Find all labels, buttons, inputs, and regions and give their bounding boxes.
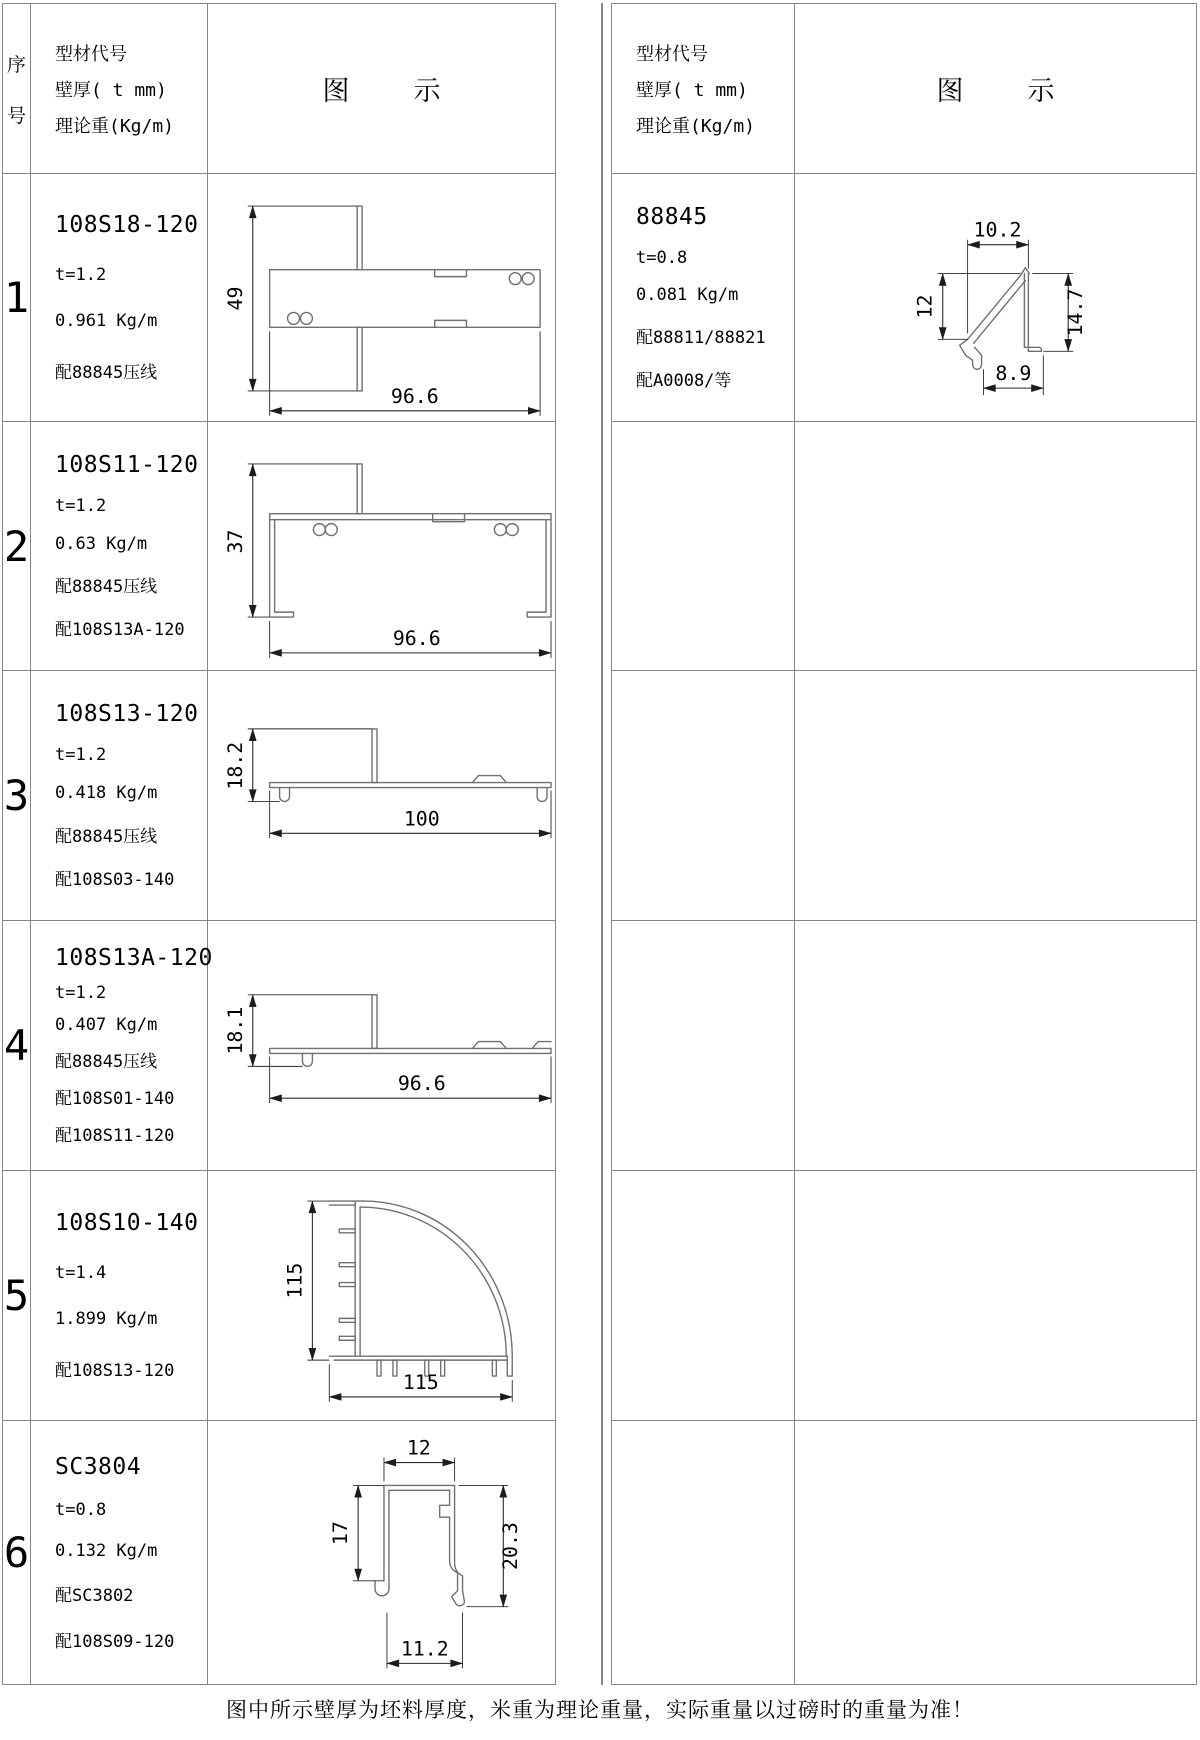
cross-section-diagram xyxy=(208,671,555,920)
profile-thickness: t=1.4 xyxy=(55,1262,107,1283)
header-index-top: 序 xyxy=(6,53,26,76)
dim-label: 96.6 xyxy=(392,626,441,650)
profile-code: 88845 xyxy=(636,203,708,230)
dimension-left xyxy=(329,1485,384,1580)
header-spec-cell xyxy=(31,4,208,173)
dim-label: 49 xyxy=(223,286,247,311)
profile-cross-section xyxy=(270,206,540,391)
header-diagram-label: 示 xyxy=(413,76,441,107)
profile-thickness: t=1.2 xyxy=(55,496,107,516)
row-diagram-empty xyxy=(795,1171,1196,1420)
profile-match: 配SC3802 xyxy=(55,1586,134,1606)
right-profile-table xyxy=(611,3,1197,1685)
header-spec-line: 型材代号 xyxy=(55,43,127,65)
dim-label: 18.1 xyxy=(223,1006,247,1055)
header-spec-line: 壁厚( t mm) xyxy=(55,79,167,101)
row-spec xyxy=(31,671,208,920)
profile-thickness: t=0.8 xyxy=(636,247,688,268)
row-diagram-empty xyxy=(795,1421,1196,1684)
header-index-bottom: 号 xyxy=(6,104,26,127)
profile-match: 配88845压线 xyxy=(55,362,158,383)
row-diagram xyxy=(208,1421,555,1684)
row-spec-empty xyxy=(612,422,795,670)
row-spec xyxy=(31,422,208,670)
dimension-horizontal xyxy=(270,331,540,416)
header-diagram-label: 图 xyxy=(322,76,350,107)
row-index: 2 xyxy=(3,422,31,670)
profile-code: 108S18-120 xyxy=(55,212,199,239)
row-spec xyxy=(31,1421,208,1684)
table-separator-line xyxy=(601,3,603,1685)
cross-section-diagram xyxy=(208,422,555,670)
profile-match: 配88845压线 xyxy=(55,577,158,597)
profile-thickness: t=0.8 xyxy=(55,1500,107,1520)
profile-weight: 0.961 Kg/m xyxy=(55,311,158,332)
dimension-vertical xyxy=(224,464,357,617)
cross-section-diagram xyxy=(208,1171,555,1420)
profile-match: 配88845压线 xyxy=(55,1052,158,1072)
profile-cross-section xyxy=(270,995,551,1067)
right-header-row xyxy=(612,4,1196,174)
dimension-horizontal xyxy=(270,791,551,839)
table-row xyxy=(3,921,555,1171)
row-diagram-empty xyxy=(795,671,1196,920)
header-spec-line: 理论重(Kg/m) xyxy=(55,115,175,137)
dim-label: 11.2 xyxy=(400,1637,449,1661)
row-spec xyxy=(31,174,208,421)
header-spec-cell xyxy=(612,4,795,173)
dim-label: 100 xyxy=(403,807,440,831)
row-diagram xyxy=(208,422,555,670)
profile-code: 108S11-120 xyxy=(55,452,199,478)
dim-label: 17 xyxy=(329,1521,353,1546)
profile-code: 108S13A-120 xyxy=(55,945,213,971)
profile-cross-section xyxy=(375,1485,464,1605)
profile-match: 配108S01-140 xyxy=(55,1089,175,1109)
table-row-empty xyxy=(612,671,1196,921)
profile-weight: 0.132 Kg/m xyxy=(55,1540,158,1561)
row-diagram-empty xyxy=(795,422,1196,670)
profile-thickness: t=1.2 xyxy=(55,983,107,1003)
profile-thickness: t=1.2 xyxy=(55,745,107,766)
profile-match: 配108S09-120 xyxy=(55,1631,175,1652)
header-diagram-cell xyxy=(795,4,1196,173)
profile-cross-section xyxy=(960,268,1042,370)
dim-label: 115 xyxy=(283,1262,307,1299)
profile-thickness: t=1.2 xyxy=(55,264,107,285)
dimension-vertical xyxy=(224,206,357,391)
table-row xyxy=(3,174,555,422)
table-row-empty xyxy=(612,921,1196,1171)
left-header-row xyxy=(3,4,555,174)
table-row xyxy=(3,422,555,671)
row-index: 1 xyxy=(3,174,31,421)
profile-weight: 0.63 Kg/m xyxy=(55,534,148,554)
dim-label: 12 xyxy=(913,294,937,319)
row-spec-empty xyxy=(612,921,795,1170)
profile-match: 配108S13A-120 xyxy=(55,620,185,640)
header-spec-line: 理论重(Kg/m) xyxy=(636,115,756,137)
dimension-horizontal xyxy=(329,1364,512,1402)
profile-match: 配88845压线 xyxy=(55,826,158,847)
profile-match: 配A0008/等 xyxy=(636,371,732,392)
row-diagram xyxy=(208,1171,555,1420)
profile-match: 配88811/88821 xyxy=(636,328,766,349)
row-spec xyxy=(31,1171,208,1420)
cross-section-diagram xyxy=(208,1421,555,1684)
row-diagram xyxy=(795,174,1196,421)
header-diagram-label: 图 xyxy=(936,76,964,107)
row-diagram xyxy=(208,921,555,1170)
dim-label: 12 xyxy=(406,1436,431,1460)
row-index: 3 xyxy=(3,671,31,920)
header-diagram-cell xyxy=(208,4,555,173)
row-spec-empty xyxy=(612,1171,795,1420)
table-row xyxy=(3,1421,555,1684)
row-index: 5 xyxy=(3,1171,31,1420)
dim-label: 96.6 xyxy=(397,1072,446,1096)
profile-code: 108S10-140 xyxy=(55,1209,199,1236)
row-index: 6 xyxy=(3,1421,31,1684)
row-spec xyxy=(612,174,795,421)
table-row-empty xyxy=(612,1171,1196,1421)
table-row-empty xyxy=(612,422,1196,671)
row-spec xyxy=(31,921,213,1170)
dim-label: 37 xyxy=(223,529,247,554)
dim-label: 96.6 xyxy=(390,384,439,408)
dimension-bottom xyxy=(387,1613,463,1669)
profile-weight: 0.418 Kg/m xyxy=(55,783,158,804)
dimension-vertical xyxy=(224,729,372,802)
header-spec-line: 壁厚( t mm) xyxy=(636,79,748,101)
profile-weight: 1.899 Kg/m xyxy=(55,1309,158,1330)
profile-code: SC3804 xyxy=(55,1453,142,1480)
dimension-bottom xyxy=(984,355,1044,395)
profile-cross-section xyxy=(270,464,551,617)
cross-section-diagram xyxy=(795,174,1196,421)
dimension-vertical xyxy=(224,995,372,1067)
dim-label: 20.3 xyxy=(499,1522,523,1570)
cross-section-diagram xyxy=(208,921,555,1170)
dimension-top xyxy=(384,1437,455,1482)
profile-cross-section xyxy=(329,1201,512,1376)
profile-match: 配108S03-140 xyxy=(55,869,175,890)
dimension-right xyxy=(1032,274,1087,352)
dim-label: 115 xyxy=(402,1370,439,1394)
dim-label: 10.2 xyxy=(973,218,1022,242)
dim-label: 18.2 xyxy=(223,741,247,790)
row-diagram xyxy=(208,174,555,421)
row-diagram xyxy=(208,671,555,920)
profile-cross-section xyxy=(270,729,551,802)
footer-note: 图中所示壁厚为坯料厚度，米重为理论重量，实际重量以过磅时的重量为准！ xyxy=(226,1698,974,1722)
header-diagram-label: 示 xyxy=(1027,76,1055,107)
table-row xyxy=(3,1171,555,1421)
profile-weight: 0.407 Kg/m xyxy=(55,1015,158,1035)
row-spec-empty xyxy=(612,671,795,920)
profile-match: 配108S13-120 xyxy=(55,1361,175,1382)
row-diagram-empty xyxy=(795,921,1196,1170)
cross-section-diagram xyxy=(208,174,555,421)
dimension-right xyxy=(459,1485,523,1606)
profile-weight: 0.081 Kg/m xyxy=(636,285,739,306)
profile-code: 108S13-120 xyxy=(55,701,199,728)
row-spec-empty xyxy=(612,1421,795,1684)
profile-match: 配108S11-120 xyxy=(55,1126,175,1146)
table-row xyxy=(612,174,1196,422)
header-spec-line: 型材代号 xyxy=(636,43,708,65)
dimension-vertical xyxy=(283,1201,329,1360)
left-profile-table xyxy=(2,3,556,1685)
table-row xyxy=(3,671,555,921)
dim-label: 8.9 xyxy=(995,362,1032,386)
header-index-cell xyxy=(3,4,31,173)
table-row-empty xyxy=(612,1421,1196,1684)
row-index: 4 xyxy=(3,921,31,1170)
dim-label: 14.7 xyxy=(1064,288,1088,337)
dimension-horizontal xyxy=(270,621,551,658)
